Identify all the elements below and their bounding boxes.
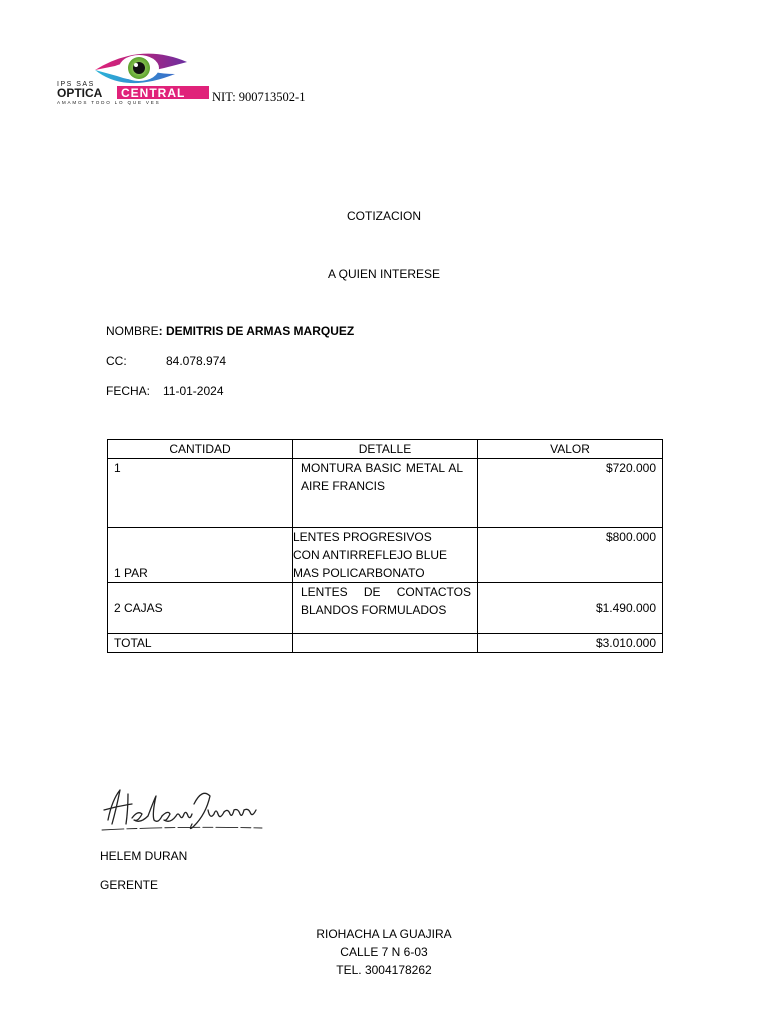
row-qty: 2 CAJAS [108, 583, 293, 634]
table-total-row [108, 634, 663, 653]
salutation: A QUIEN INTERESE [327, 267, 441, 281]
footer-city: RIOHACHA LA GUAJIRA [316, 927, 452, 941]
row-detail: LENTES DE CONTACTOS BLANDOS FORMULADOS [293, 583, 478, 634]
total-empty-cell [293, 634, 478, 653]
row-value: $1.490.000 [478, 583, 663, 634]
svg-text:OPTICA: OPTICA [57, 86, 103, 100]
client-name-value: : DEMITRIS DE ARMAS MARQUEZ [158, 324, 355, 338]
client-cc-row [106, 354, 406, 368]
signer-name: HELEM DURAN [100, 849, 188, 863]
table-header-row [108, 440, 663, 459]
header-cantidad: CANTIDAD [108, 440, 293, 459]
footer-phone: TEL. 3004178262 [336, 963, 432, 977]
total-label: TOTAL [108, 634, 293, 653]
eye-logo-icon [55, 48, 213, 108]
row-detail: MONTURA BASIC METAL AL AIRE FRANCIS [293, 459, 478, 528]
client-cc-label: CC: [106, 354, 127, 368]
row-detail: LENTES PROGRESIVOS CON ANTIRREFLEJO BLUE MAS POLICARBONATO [293, 528, 478, 583]
client-name-label: NOMBRE [106, 324, 159, 338]
total-value: $3.010.000 [478, 634, 663, 653]
signer-role: GERENTE [100, 878, 159, 892]
row-qty: 1 PAR [108, 528, 293, 583]
date-label: FECHA: [106, 384, 151, 398]
signature-icon [98, 780, 266, 850]
svg-text:CENTRAL: CENTRAL [121, 86, 186, 100]
header-detalle: DETALLE [293, 440, 478, 459]
client-cc-value: 84.078.974 [166, 354, 227, 368]
date-value: 11-01-2024 [163, 384, 224, 398]
row-value: $800.000 [478, 528, 663, 583]
svg-text:IPS SAS: IPS SAS [57, 81, 95, 88]
table-row [108, 528, 663, 583]
document-title: COTIZACION [347, 209, 421, 223]
table-row [108, 583, 663, 634]
row-value: $720.000 [478, 459, 663, 528]
date-row [106, 384, 406, 398]
nit-number: NIT: 900713502-1 [212, 90, 306, 104]
company-logo [55, 48, 213, 108]
row-qty: 1 [108, 459, 293, 528]
quote-table [107, 439, 663, 653]
handwritten-signature [98, 780, 266, 850]
svg-text:AMAMOS TODO LO QUE VES: AMAMOS TODO LO QUE VES [57, 100, 161, 105]
table-row [108, 459, 663, 528]
header-valor: VALOR [478, 440, 663, 459]
client-name-row [106, 324, 354, 338]
footer-address: CALLE 7 N 6-03 [340, 945, 428, 959]
